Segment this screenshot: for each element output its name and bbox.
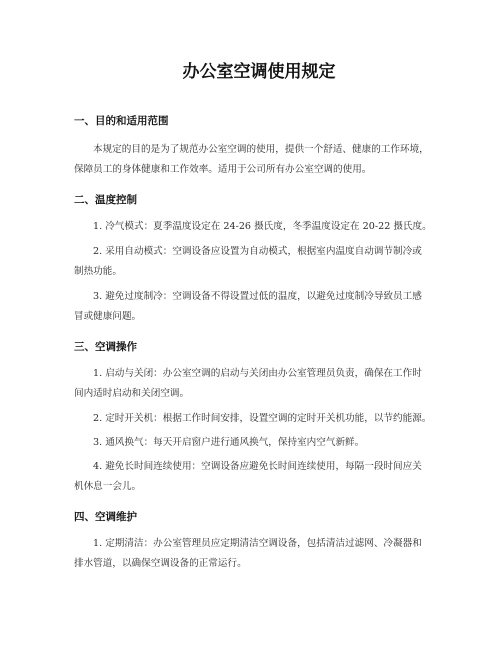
paragraph: [74, 364, 444, 404]
paragraph-line: 4. 避免长时间连续使用：空调设备应避免长时间连续使用，每隔一段时间应关: [93, 461, 422, 472]
paragraph: [74, 287, 444, 327]
section-purpose: [74, 113, 444, 180]
paragraph: [74, 140, 444, 180]
paragraph: [74, 409, 444, 429]
section-heading: 一、目的和适用范围: [74, 115, 169, 127]
document-title: 办公室空调使用规定: [182, 62, 336, 82]
section-maintenance: [74, 509, 444, 574]
paragraph: [74, 242, 444, 282]
paragraph: [74, 534, 444, 574]
section-temperature: [74, 192, 444, 327]
paragraph-line: 1. 启动与关闭：办公室空调的启动与关闭由办公室管理员负责，确保在工作时: [93, 368, 422, 379]
paragraph-line: 排水管道，以确保空调设备的正常运行。: [74, 558, 247, 569]
paragraph-line: 保障员工的身体健康和工作效率。适用于公司所有办公室空调的使用。: [74, 164, 372, 175]
paragraph-line: 制热功能。: [74, 266, 122, 277]
paragraph: [74, 217, 444, 237]
paragraph-line: 本规定的目的是为了规范办公室空调的使用，提供一个舒适、健康的工作环境，: [93, 144, 429, 155]
paragraph-line: 1. 冷气模式：夏季温度设定在 24-26 摄氏度，冬季温度设定在 20-22 摄氏度。: [93, 221, 432, 232]
section-heading: 四、空调维护: [74, 511, 137, 523]
section-operation: [74, 339, 444, 497]
paragraph-line: 冒或健康问题。: [74, 311, 142, 322]
paragraph-line: 间内适时启动和关闭空调。: [74, 388, 190, 399]
section-heading: 三、空调操作: [74, 341, 137, 353]
paragraph-line: 机休息一会儿。: [74, 481, 142, 492]
paragraph: [74, 457, 444, 497]
paragraph-line: 1. 定期清洁：办公室管理员应定期清洁空调设备，包括清洁过滤网、冷凝器和: [93, 538, 422, 549]
paragraph-line: 3. 避免过度制冷：空调设备不得设置过低的温度，以避免过度制冷导致员工感: [93, 291, 422, 302]
paragraph-line: 2. 采用自动模式：空调设备应设置为自动模式，根据室内温度自动调节制冷或: [93, 246, 422, 257]
paragraph-line: 3. 通风换气：每天开启窗户进行通风换气，保持室内空气新鲜。: [93, 437, 365, 448]
paragraph-line: 2. 定时开关机：根据工作时间安排，设置空调的定时开关机功能，以节约能源。: [93, 413, 432, 424]
section-heading: 二、温度控制: [74, 194, 137, 206]
paragraph: [74, 433, 444, 453]
